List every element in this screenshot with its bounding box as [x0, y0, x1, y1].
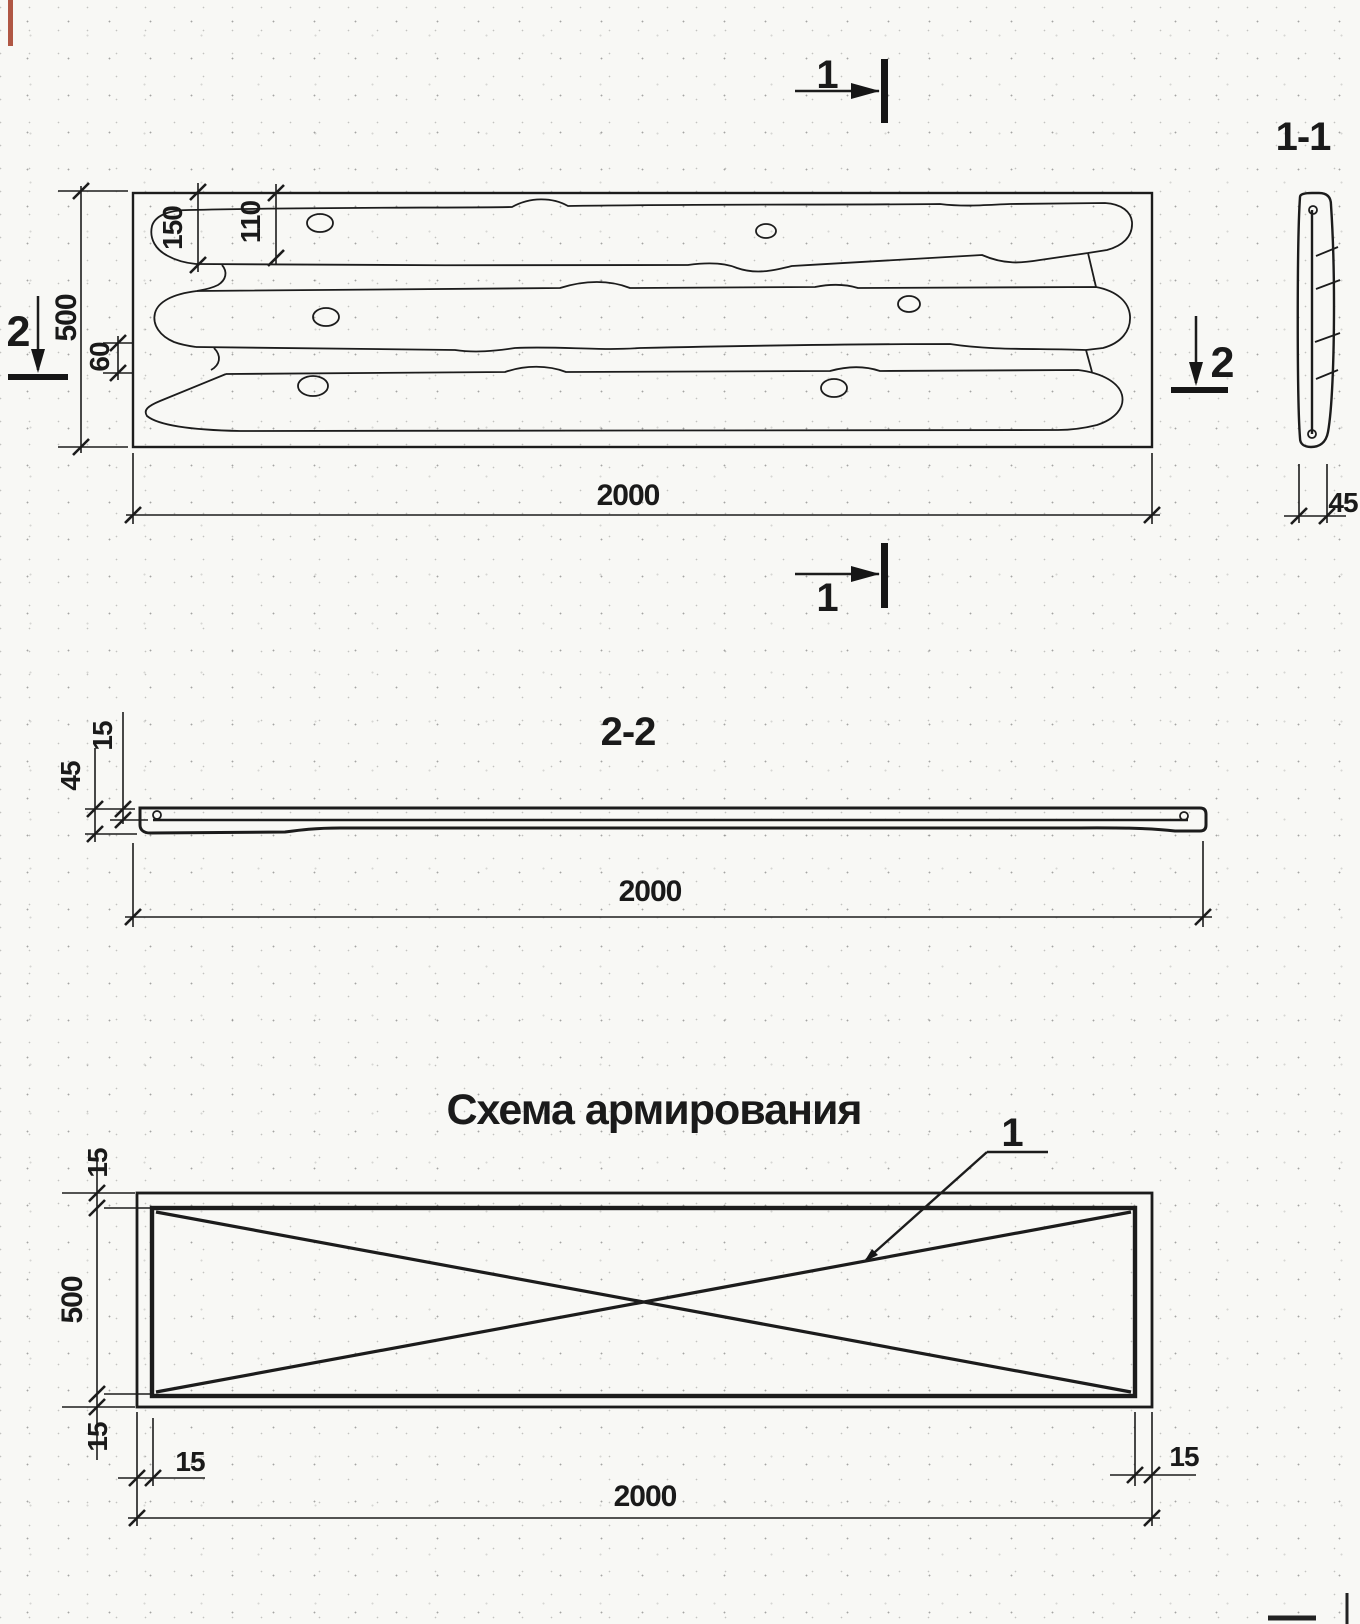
board-joint-ticks: [1315, 247, 1340, 379]
knot: [898, 296, 920, 312]
dim-2000-panel: [125, 453, 1160, 524]
plank-top-edge: [189, 199, 1132, 253]
dim-label: 110: [235, 200, 266, 244]
mesh-leader: [864, 1111, 1048, 1262]
knot: [298, 376, 328, 396]
section-1-1: [1276, 115, 1358, 524]
section-arrow-icon: [31, 349, 45, 373]
dim-label: 15: [1169, 1441, 1199, 1472]
plank-joint: [211, 348, 219, 370]
scan-artifacts: [8, 0, 1347, 1624]
plank-bottom-edge: [196, 344, 1086, 351]
section-2-2: [55, 710, 1212, 927]
plank-relief: [146, 199, 1132, 432]
dim-150: [157, 183, 206, 273]
dim-label: 15: [82, 1422, 113, 1452]
knot: [313, 308, 339, 326]
dim-label: 15: [87, 721, 118, 751]
plank-top-edge: [197, 282, 1130, 350]
section-marker-2-right: [1171, 316, 1234, 393]
dim-label: 2000: [596, 479, 660, 512]
dim-15-bottom-left: [118, 1412, 205, 1526]
dim-60: [84, 335, 133, 381]
section-cut-bar: [1171, 387, 1228, 393]
dim-2000-scheme: [128, 1480, 1160, 1526]
section-cut-bar: [8, 374, 68, 380]
knot: [821, 379, 847, 397]
plank-joint: [1088, 253, 1096, 287]
section-title: 2-2: [600, 710, 656, 754]
section-arrow-icon: [851, 83, 880, 99]
scan-edge-mark: [8, 0, 13, 46]
dim-45-section2: [55, 748, 137, 842]
plank-joint: [1086, 350, 1092, 372]
dim-label: 60: [84, 342, 115, 372]
rebar-hook: [153, 811, 161, 819]
dim-2000-section2: [125, 841, 1212, 927]
dim-label: 2000: [618, 875, 682, 908]
knot: [307, 214, 333, 232]
section-marker-1-bottom: [795, 543, 888, 620]
section-cut-bar: [881, 59, 888, 123]
dim-label: 15: [175, 1446, 205, 1477]
dim-label: 2000: [613, 1480, 677, 1513]
section-marker-label: 1: [816, 576, 838, 620]
dim-label: 500: [56, 1276, 89, 1324]
mesh-mark-label: 1: [1001, 1111, 1023, 1155]
section-marker-label: 2: [6, 308, 30, 356]
panel-contour: [137, 1193, 1152, 1407]
section-cut-bar: [881, 543, 888, 608]
dim-label: 45: [1328, 487, 1358, 518]
dim-15-bottom-right: [1110, 1412, 1199, 1526]
plank-joint: [197, 265, 225, 291]
plank-top-edge: [226, 367, 1123, 430]
dim-label: 500: [50, 294, 83, 342]
dim-label: 45: [55, 761, 86, 791]
section-marker-label: 2: [1210, 339, 1234, 387]
section-arrow-icon: [1189, 362, 1203, 386]
scheme-title: Схема армирования: [446, 1086, 862, 1134]
plank-bottom-edge: [146, 374, 1058, 432]
dim-500: [50, 183, 128, 455]
section-marker-1-top: [795, 53, 888, 123]
section-marker-label: 1: [816, 53, 838, 97]
panel-outline: [133, 193, 1152, 447]
top-view: [7, 53, 1234, 620]
section-title: 1-1: [1275, 115, 1331, 159]
plank-end: [154, 291, 197, 347]
section-arrow-icon: [851, 566, 880, 582]
dim-110: [235, 184, 284, 266]
section-profile: [1298, 193, 1334, 447]
dim-label: 15: [82, 1148, 113, 1178]
plank-bottom-edge: [196, 253, 1088, 272]
dim-label: 150: [157, 206, 188, 250]
knot: [756, 224, 776, 238]
dim-45-section1: [1284, 464, 1358, 524]
reinforcement-scheme: [56, 1086, 1199, 1526]
